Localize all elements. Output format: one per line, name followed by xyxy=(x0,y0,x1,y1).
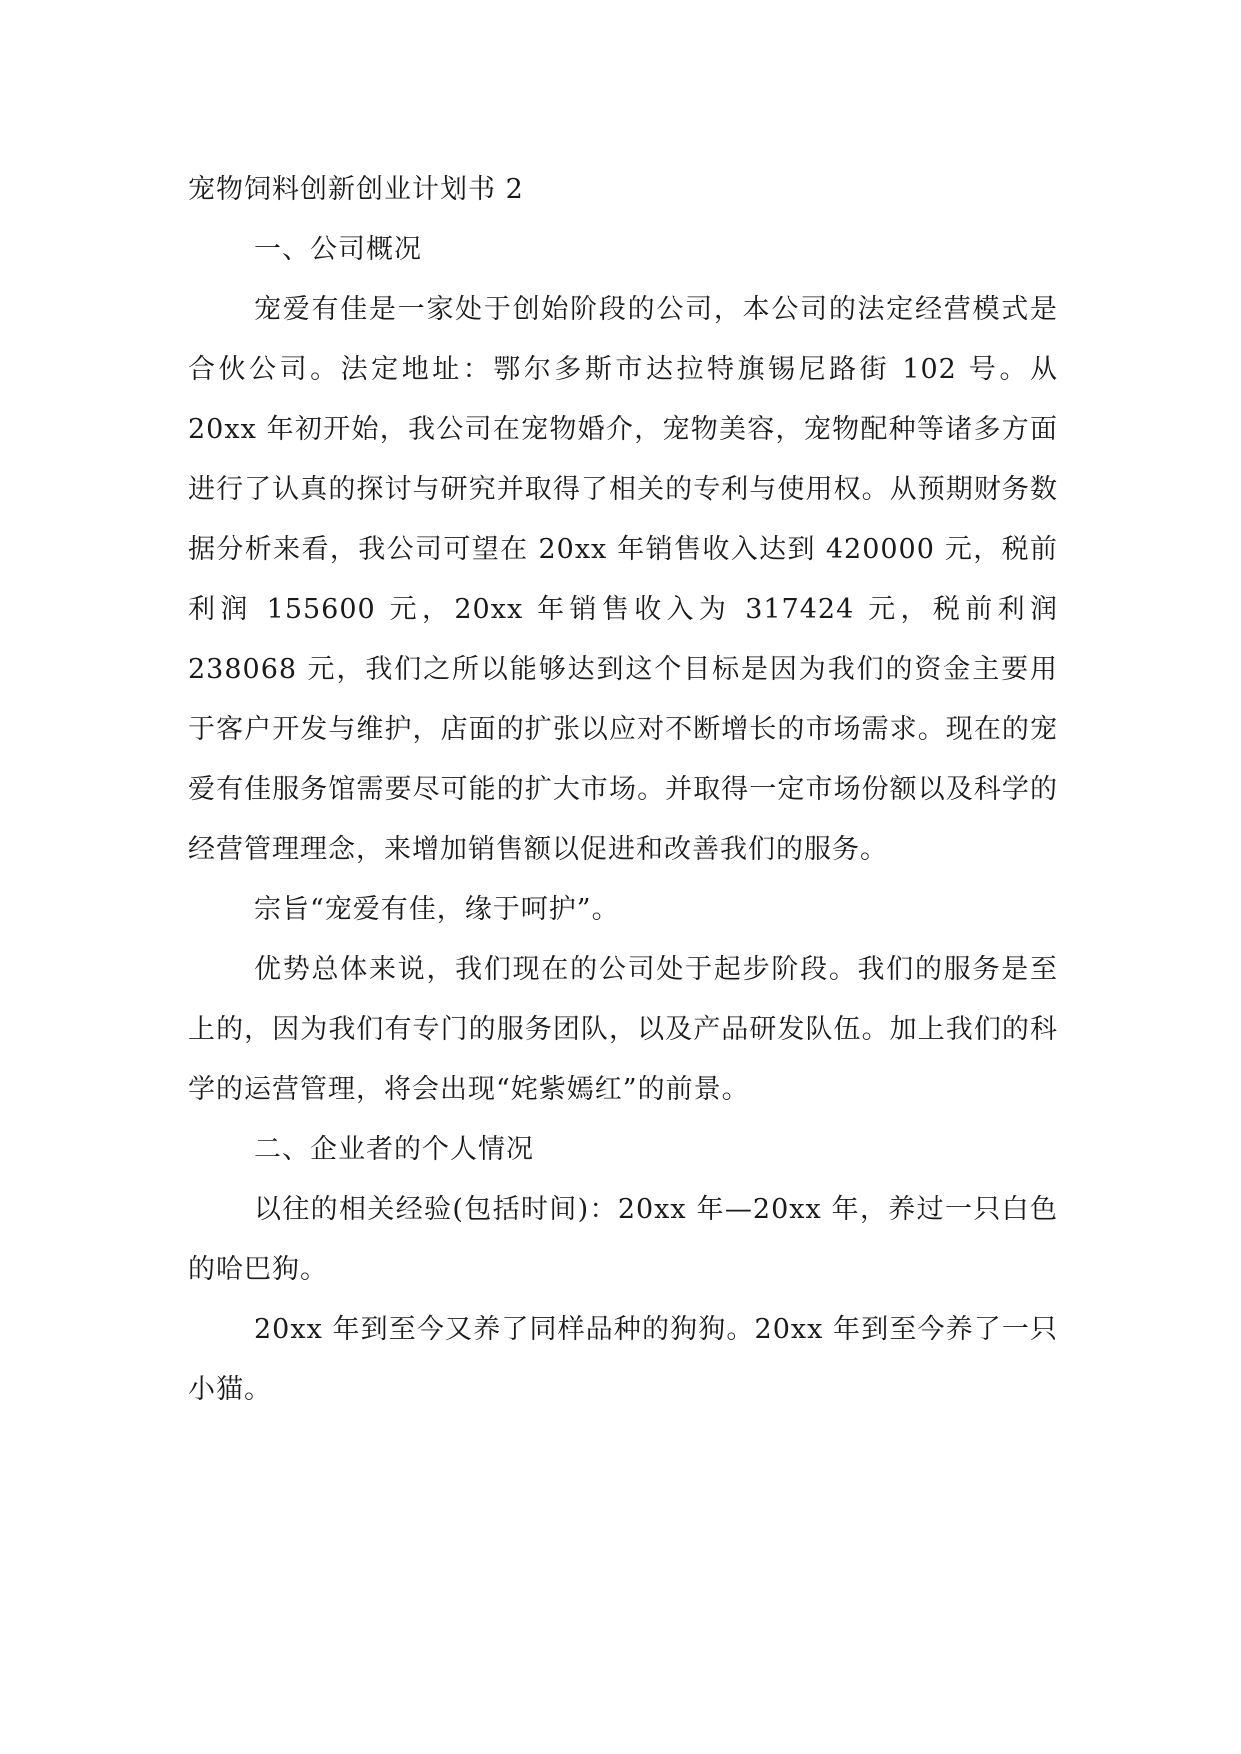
paragraph-current-pets: 20xx 年到至今又养了同样品种的狗狗。20xx 年到至今养了一只小猫。 xyxy=(188,1314,1058,1405)
document-title: 宠物饲料创新创业计划书 2 xyxy=(188,174,524,205)
section-heading-founder-profile: 二、企业者的个人情况 xyxy=(254,1134,534,1165)
paragraph-advantages: 优势总体来说，我们现在的公司处于起步阶段。我们的服务是至上的，因为我们有专门的服务团队，以及产品研发队伍。加上我们的科学的运营管理，将会出现“姹紫嫣红”的前景。 xyxy=(188,954,1058,1105)
document-body xyxy=(188,160,1058,1420)
section-heading-company-overview: 一、公司概况 xyxy=(254,234,422,265)
paragraph-mission: 宗旨“宠爱有佳，缘于呵护”。 xyxy=(254,894,620,925)
paragraph-company-intro: 宠爱有佳是一家处于创始阶段的公司，本公司的法定经营模式是合伙公司。法定地址：鄂尔多斯市达拉特旗锡尼路街 102 号。从 20xx 年初开始，我公司在宠物婚介，宠物美容，宠物配种等诸多方面进行了认真的探讨与研究并取得了相关的专利与使用权。从预期财务数据分析来看，我公司可望在 20xx 年销售收入达到 420000 元，税前利润 155600 元，20xx 年销售收入为 317424 元，税前利润 238068 元，我们之所以能够达到这个目标是因为我们的资金主要用于客户开发与维护，店面的扩张以应对不断增长的市场需求。现在的宠爱有佳服务馆需要尽可能的扩大市场。并取得一定市场份额以及科学的经营管理理念，来增加销售额以促进和改善我们的服务。 xyxy=(188,294,1058,865)
paragraph-past-experience: 以往的相关经验(包括时间)：20xx 年—20xx 年，养过一只白色的哈巴狗。 xyxy=(188,1194,1058,1285)
